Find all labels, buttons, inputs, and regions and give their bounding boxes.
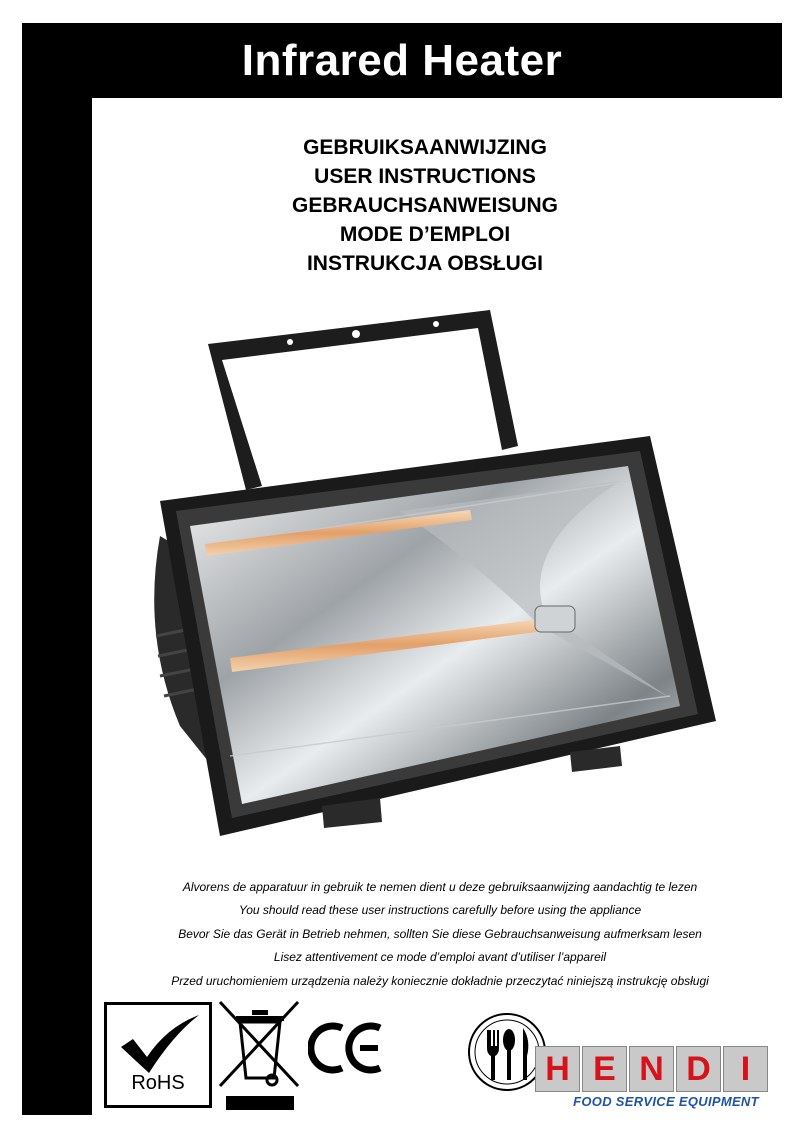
brand-letter: I — [723, 1046, 768, 1092]
note-en: You should read these user instructions carefully before using the appliance — [238, 903, 642, 918]
instruction-titles — [130, 133, 720, 278]
hendi-wordmark — [535, 1046, 768, 1092]
note-pl: Przed uruchomieniem urządzenia należy koniecznie dokładnie przeczytać niniejszą instrukcję obsługi — [171, 973, 709, 988]
crossed-bin-icon — [218, 1000, 302, 1112]
brand-letter: D — [676, 1046, 721, 1092]
note-fr: Lisez attentivement ce mode d’emploi avant d’utiliser l’appareil — [273, 950, 607, 965]
brand-letter: E — [582, 1046, 627, 1092]
instruction-notes — [100, 876, 780, 993]
instruction-title-de: GEBRAUCHSANWEISUNG — [291, 194, 558, 217]
page-title: Infrared Heater — [241, 36, 563, 85]
note-nl: Alvorens de apparatuur in gebruik te nemen dient u deze gebruiksaanwijzing aandachtig te lezen — [182, 880, 698, 894]
rohs-label: RoHS — [131, 1072, 185, 1094]
brand-letter: N — [629, 1046, 674, 1092]
brand-letter: H — [535, 1046, 580, 1092]
rohs-badge — [104, 1002, 212, 1108]
checkmark-icon — [117, 1013, 203, 1075]
ce-mark-icon — [308, 1020, 384, 1076]
instruction-title-pl: INSTRUKCJA OBSŁUGI — [306, 252, 544, 275]
heater-product-image — [150, 306, 725, 851]
left-sidebar-bar — [22, 23, 92, 1115]
instruction-title-fr: MODE D’EMPLOI — [339, 223, 511, 246]
instruction-title-nl: GEBRUIKSAANWIJZING — [303, 136, 547, 159]
note-de: Bevor Sie das Gerät in Betrieb nehmen, sollten Sie diese Gebrauchsanweisung aufmerksam lesen — [178, 926, 702, 941]
brand-tagline: FOOD SERVICE EQUIPMENT — [573, 1094, 759, 1109]
instruction-title-en: USER INSTRUCTIONS — [314, 165, 536, 188]
